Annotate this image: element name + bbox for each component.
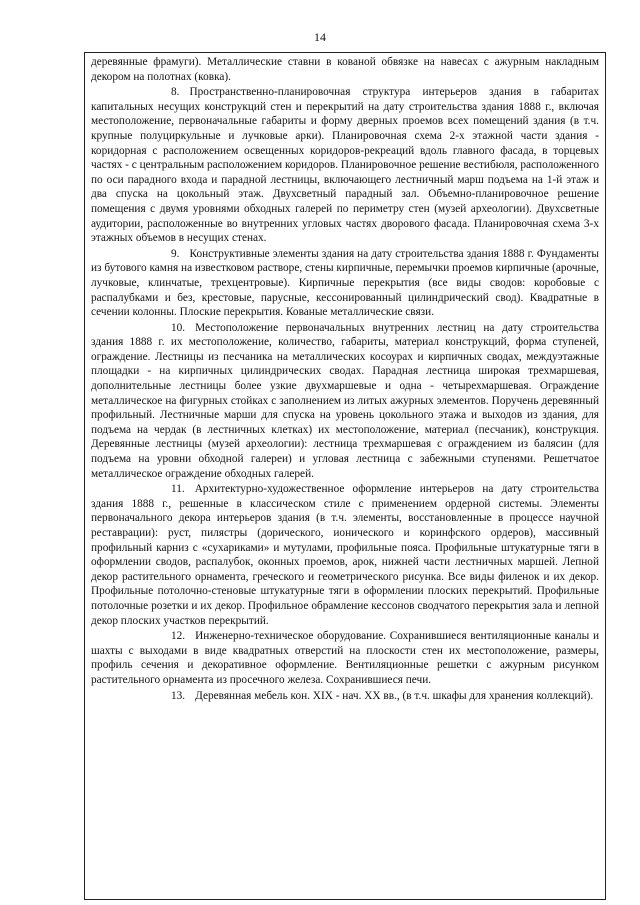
item-number: 11. — [171, 483, 185, 496]
item-number: 8. — [171, 86, 180, 99]
paragraph-text: Деревянная мебель кон. XIX - нач. XX вв., (в т.ч. шкафы для хранения коллекций). — [195, 689, 594, 702]
paragraph-text: деревянные фрамуги). Металлические ставни в кованой обвязке на навесах с ажурным накладным декором на полотнах (ковка). — [91, 56, 599, 83]
document-frame — [84, 52, 606, 900]
paragraph-continuation — [91, 55, 599, 84]
paragraph-item-8 — [91, 85, 599, 246]
item-number: 13. — [171, 689, 186, 702]
paragraph-item-11 — [91, 482, 599, 628]
paragraph-text: Конструктивные элементы здания на дату строительства здания 1888 г. Фундаменты из бутового камня на известковом растворе, стены кирпичные, перемычки проемов кирпичные (арочные, лучковые, клинчатые, трехцентровые). Кирпичные перекрытия (все виды сводов: коробовые с распалубками и без, крестовые, парусные, кессонированный цилиндрический свод). Квадратные в сечении колонны. Плоские перекрытия. Кованые металлические связи. — [91, 247, 599, 319]
item-number: 10. — [171, 321, 186, 334]
item-number: 9. — [171, 247, 180, 260]
paragraph-text: Архитектурно-художественное оформление интерьеров на дату строительства здания 1888 г., решенные в классическом стиле с применением ордерной системы. Элементы первоначального декора интерьеров здания (в т.ч. элементы, восстановленные в процессе научной реставрации): руст, пилястры (дорического, ионического и коринфского ордеров), массивный профильный карниз с «сухариками» и мутулами, профильные пояса. Профильные штукатурные тяги в оформлении сводов, распалубок, оконных проемов, арок, нижней части лестничных маршей. Лепной декор растительного орнамента, греческого и геометрического рисунка. Все виды филенок и их декор. Профильные потолочно-стеновые штукатурные тяги в оформлении плоских перекрытий. Профильные потолочные розетки и их декор. Профильное обрамление кессонов сводчатого перекрытия зала и лепной декор плоских участков перекрытий. — [91, 483, 599, 627]
paragraph-text: Пространственно-планировочная структура интерьеров здания в габаритах капитальных несущих конструкций стен и перекрытий на дату строительства здания 1888 г., включая местоположение, первоначальные габариты и форму дверных проемов всех помещений здания (в т.ч. крупные полуциркульные и лучковые арки). Планировочная схема 2-х этажной части здания - коридорная с расположением освещенных коридоров-рекреаций вдоль главного фасада, в торцевых частях - с центральным расположением коридоров. Планировочное решение вестибюля, расположенного по оси парадного входа и парадной лестницы, включающего лестничный марш подъема на 1-й этаж и два спуска на цокольный этаж. Двухсветный парадный зал. Объемно-планировочное решение помещения с двумя уровнями обходных галерей по периметру стен (музей археологии). Двухсветные аудитории, расположенные во внутренних угловых частях дворового фасада. Планировочная схема 3-х этажных объемов в несущих стенах. — [91, 86, 599, 245]
paragraph-text: Местоположение первоначальных внутренних лестниц на дату строительства здания 1888 г. их местоположение, количество, габариты, материал конструкций, форма ступеней, ограждение. Лестницы из песчаника на металлических косоурах и кирпичных сводах, междуэтажные площадки - на кирпичных цилиндрических сводах. Парадная лестница широкая трехмаршевая, дополнительные лестницы более узкие двухмаршевые и одна - четырехмаршевая. Ограждение металлическое на фигурных стойках с заполнением из литых ажурных элементов. Поручень деревянный профильный. Лестничные марши для спуска на уровень цокольного этажа и выходов из здания, для подъема на чердак (в лестничных клетках) их местоположение, материал (песчаник), конструкция. Деревянные лестницы (музей археологии): лестница трехмаршевая с ограждением из балясин (для подъема на уровни обходной галереи) и угловая лестница с забежными ступенями. Решетчатое металлическое ограждение обходных галерей. — [91, 321, 599, 480]
paragraph-item-10 — [91, 321, 599, 482]
paragraph-item-13 — [91, 689, 599, 704]
paragraph-item-12 — [91, 629, 599, 687]
paragraph-item-9 — [91, 247, 599, 320]
page-number: 14 — [314, 30, 326, 44]
item-number: 12. — [171, 630, 186, 643]
paragraph-text: Инженерно-техническое оборудование. Сохранившиеся вентиляционные каналы и шахты с выходами в виде квадратных отверстий на плоскости стен их местоположение, размеры, профиль сечения и декоративное оформление. Вентиляционные решетки с ажурным рисунком растительного орнамента из просечного железа. Сохранившиеся печи. — [91, 630, 599, 686]
